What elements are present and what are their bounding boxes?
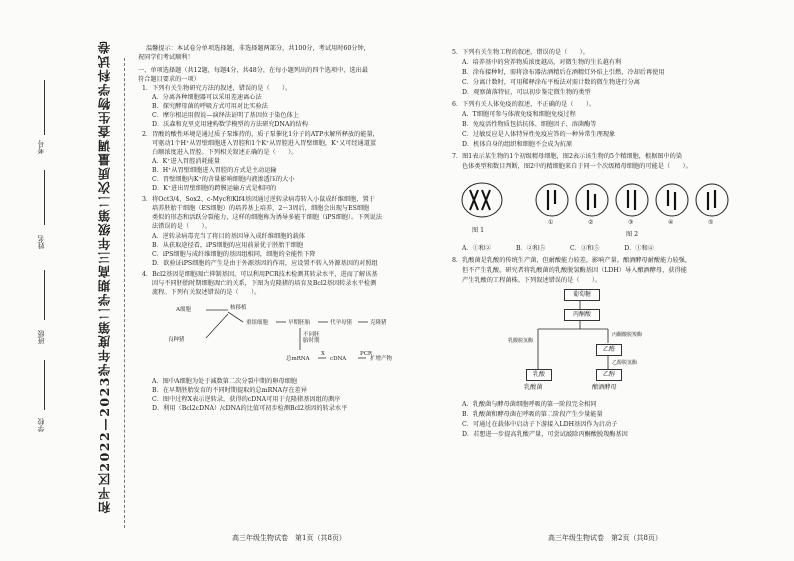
question-8-text: 产生乳酸的工程菌株。下列叙述错误的是（ ）。	[462, 277, 602, 284]
fig-cdna: cDNA	[330, 356, 347, 362]
option: A．图中A细胞为处于减数第二次分裂中期的卵母细胞	[152, 378, 298, 385]
acetaldehyde-box: 乙醛	[596, 344, 622, 356]
question-7: 7．图1表示某生物的1个初级精母细胞，图2表示该生物的5个精细胞，根据图中的染	[452, 153, 683, 160]
ldh-label: 乳酸脱氢酶	[508, 338, 534, 344]
option: D．沃森和克里克用建构数学模型的方法研究DNA的结构	[152, 121, 308, 128]
option: A．逆转录病毒充当了将目的基因导入成纤维细胞的载体	[152, 233, 305, 240]
fig-mrna: 总mRNA	[286, 356, 310, 362]
question-5: 5．下列有关生物工程的叙述，错误的是（ ）。	[452, 49, 589, 56]
class-label: 班级	[37, 330, 45, 344]
option: D．机体自身的组织和细胞不会成为抗原	[462, 141, 573, 148]
school-line	[44, 360, 45, 410]
section-heading: 符合题目要求的一项）	[138, 76, 200, 83]
page-footer: 高三年级生物试卷 第1页（共8页）	[232, 534, 346, 542]
option: C．分离计数时，可用稀释涂布平板法对需计数的微生物进行分离	[462, 79, 640, 86]
class-line	[44, 270, 45, 320]
question-6: 6．下列有关人体免疫的叙述，不正确的是（ ）。	[452, 101, 596, 108]
option: C．摩尔根运用假说—演绎法证明了基因位于染色体上	[152, 112, 300, 119]
question-2-text: 白顺浓度进入胃腔。下列相关叙述正确的是（ ）。	[152, 149, 298, 156]
ethanol-box: 乙醇	[596, 369, 622, 381]
cell-number: ⑤	[708, 219, 714, 226]
notice-line: 温馨提示：本试卷分单项选择题，非选择题两部分，共100分，考试用时60分钟，	[146, 45, 370, 52]
fig-nuclear-transfer: 核移植	[230, 305, 247, 311]
option: A．T细胞可参与体液免疫和细胞免疫过程	[462, 111, 576, 118]
option: A．培养基中的营养物质浓度越高，对微生物的生长越有利	[462, 59, 622, 66]
question-4-text: 流程。下列有关叙述错误的是（ ）。	[152, 289, 261, 296]
left-column	[138, 44, 423, 544]
option: B．探究酵母菌的呼吸方式可用对比实验法	[152, 103, 268, 110]
pyruvate-box: 丙酮酸	[564, 309, 600, 321]
option: B．从获取途径看，iPS细胞的应用前景优于胚胎干细胞	[152, 242, 304, 249]
lab-label: 乳酸菌	[524, 384, 543, 391]
right-column	[452, 44, 752, 544]
option: B．H⁺从胃壁细胞进入胃腔的方式是主动运输	[152, 167, 277, 174]
question-3: 3．将Oct3/4、Sox2、c-Myc和Klf4基因通过逆转录病毒转入小鼠成纤维细胞，置于	[142, 196, 375, 203]
question-8-text: 但不产生乳酸。研究者将乳酸菌的乳酸脱氢酶基因（LDH）导入酿酒酵母，获得能	[462, 267, 687, 274]
cell-number: ①	[548, 219, 554, 226]
option: B．免疫活性物质包括抗体、细胞因子、溶菌酶等	[462, 121, 597, 128]
cell-number: ③	[628, 219, 634, 226]
option: C．过敏反应是人体特异性免疫应答的一种异常生理现象	[462, 131, 616, 138]
pdc-label: 丙酮酸脱羧酶	[612, 332, 643, 338]
fig-amp: 扩增产物	[370, 356, 393, 362]
cell-number: ④	[668, 219, 674, 226]
option: D．欲验证iPS细胞的产生是由于外源基因的作用，应设置不转入外源基因的对照组	[152, 260, 378, 267]
fig-x: X	[321, 351, 325, 357]
notice-line: 祝同学们考试顺利！	[138, 54, 194, 61]
binding-margin	[0, 0, 140, 561]
fig-pig: 良种猪	[168, 337, 185, 343]
cell-number: ②	[588, 219, 594, 226]
fig-pcr: PCR	[360, 351, 373, 357]
fig-early-embryo: 早期胚胎	[288, 320, 311, 326]
section-heading: 一、单项选择题（共12题，每题4分，共48分，在每小题列出的四个选项中，选出最	[138, 67, 369, 74]
option: C．胃壁细胞内K⁺的含量影响细胞内液渗透压的大小	[152, 176, 295, 183]
option: A．乳酸菌与酵母菌细胞呼吸的第一阶段完全相同	[462, 401, 597, 408]
pathway-figure	[508, 289, 688, 409]
option: C．可通过在载体中启动子下游接入LDH基因作为启动子	[462, 421, 618, 428]
option: B．乳酸菌和酵母菌在呼吸的第二阶段产生少量能量	[462, 411, 603, 418]
option: D．若想进一步提高乳酸产量，可尝试敲除丙酮酸脱羧酶基因	[462, 431, 628, 438]
fig-surrogate: 代孕母猪	[330, 320, 353, 326]
option: D．K⁺进出胃壁细胞的跨膜运输方式是相同的	[152, 185, 277, 192]
question-3-text: 法错误的是（ ）。	[152, 223, 211, 230]
question-8: 8．乳酸菌是乳酸的传统生产菌，但耐酸能力较差，影响产量。酿酒酵母耐酸能力较强，	[452, 257, 692, 264]
question-3-text: 培养胚胎干细胞（ES细胞）的培养基上培养，2～3周后，细胞会出现与ES细胞	[152, 205, 370, 212]
option: C．iPS细胞与成纤维细胞的基因组相同，细胞的全能性下降	[152, 251, 316, 258]
yeast-label: 酿酒酵母	[592, 384, 617, 391]
question-1: 1．下列有关生物研究方法的叙述，错误的是（ ）。	[142, 85, 292, 92]
glucose-box: 葡萄糖	[564, 289, 600, 301]
fig-clone-pig: 克隆猪	[370, 320, 387, 326]
question-2-text: 可驱动1个H⁺从胃壁细胞进入胃腔和1个K⁺从胃腔进入胃壁细胞，K⁺又可经通道蛋	[152, 140, 377, 147]
examno-label: 考号	[37, 140, 45, 154]
option: A．K⁺进入胃腔消耗能量	[152, 158, 221, 165]
name-label: 姓名	[37, 235, 45, 249]
seal-line	[124, 58, 125, 528]
question-7-options: A．①和② B．②和⑤ C．③和⑤ D．①和④	[462, 245, 654, 252]
exam-title-vertical: 和平区2022—2023学年度第二学期高三年级第二次质量调查生物学科试卷	[97, 40, 112, 514]
fig-a-cell: A细胞	[176, 307, 191, 313]
option: B．涂布接种时，需将涂布器沾酒精后在酒精灯外焰上引燃，冷却后再使用	[462, 69, 665, 76]
adh-label: 乙醇脱氢酶	[612, 360, 638, 366]
page-footer: 高三年级生物试卷 第2页（共8页）	[548, 534, 662, 542]
question-2: 2．胃酸的酸性环境是通过质子泵维持的，质子泵催化1分子的ATP水解所释放的能量，	[142, 131, 379, 138]
chromosome-figure	[458, 178, 748, 240]
fig1-label: 图 1	[472, 227, 485, 234]
cloning-flow-figure	[168, 300, 418, 372]
fig-diff-stage: 不同胚胎时期	[303, 332, 320, 344]
lactic-box: 乳酸	[526, 369, 552, 381]
fig2-label: 图 2	[626, 231, 639, 238]
name-line	[44, 170, 45, 225]
examno-line	[44, 80, 45, 135]
school-label: 学校	[37, 418, 45, 432]
question-7-text: 色体类型和数目判断，图2中的精细胞来自于同一个次级精母细胞的可能是（ ）。	[462, 163, 692, 170]
question-4-text: 因与不同胚胎时期细胞凋亡的关系，下图为克隆猪的培育及Bcl2基因转录水平检测	[152, 280, 377, 287]
option: A．分离各种细胞器可以采用差速离心法	[152, 94, 262, 101]
option: B．在早期胚胎发育的不同时期提取的总mRNA存在差异	[152, 387, 307, 394]
question-4: 4．Bcl2基因是细胞凋亡抑制基因，可以利用PCR技术检测其转录水平，进而了解该基	[142, 271, 378, 278]
option: D．利用（Bcl2cDNA）/cDNA的比值可初步检测Bcl2基因的转录水平	[152, 405, 348, 412]
option: D．观察菌落特征，可以初步鉴定微生物的类型	[462, 89, 591, 96]
option: C．图中过程X表示逆转录，获得的cDNA可用于克隆猪基因组的测序	[152, 396, 341, 403]
fig-recon-cell: 重组细胞	[246, 320, 269, 326]
question-3-text: 类似的形态和活跃分裂能力，这样的细胞称为诱导多能干细胞（iPS细胞）。下列说法	[152, 214, 383, 221]
cell-drawings	[458, 178, 748, 240]
